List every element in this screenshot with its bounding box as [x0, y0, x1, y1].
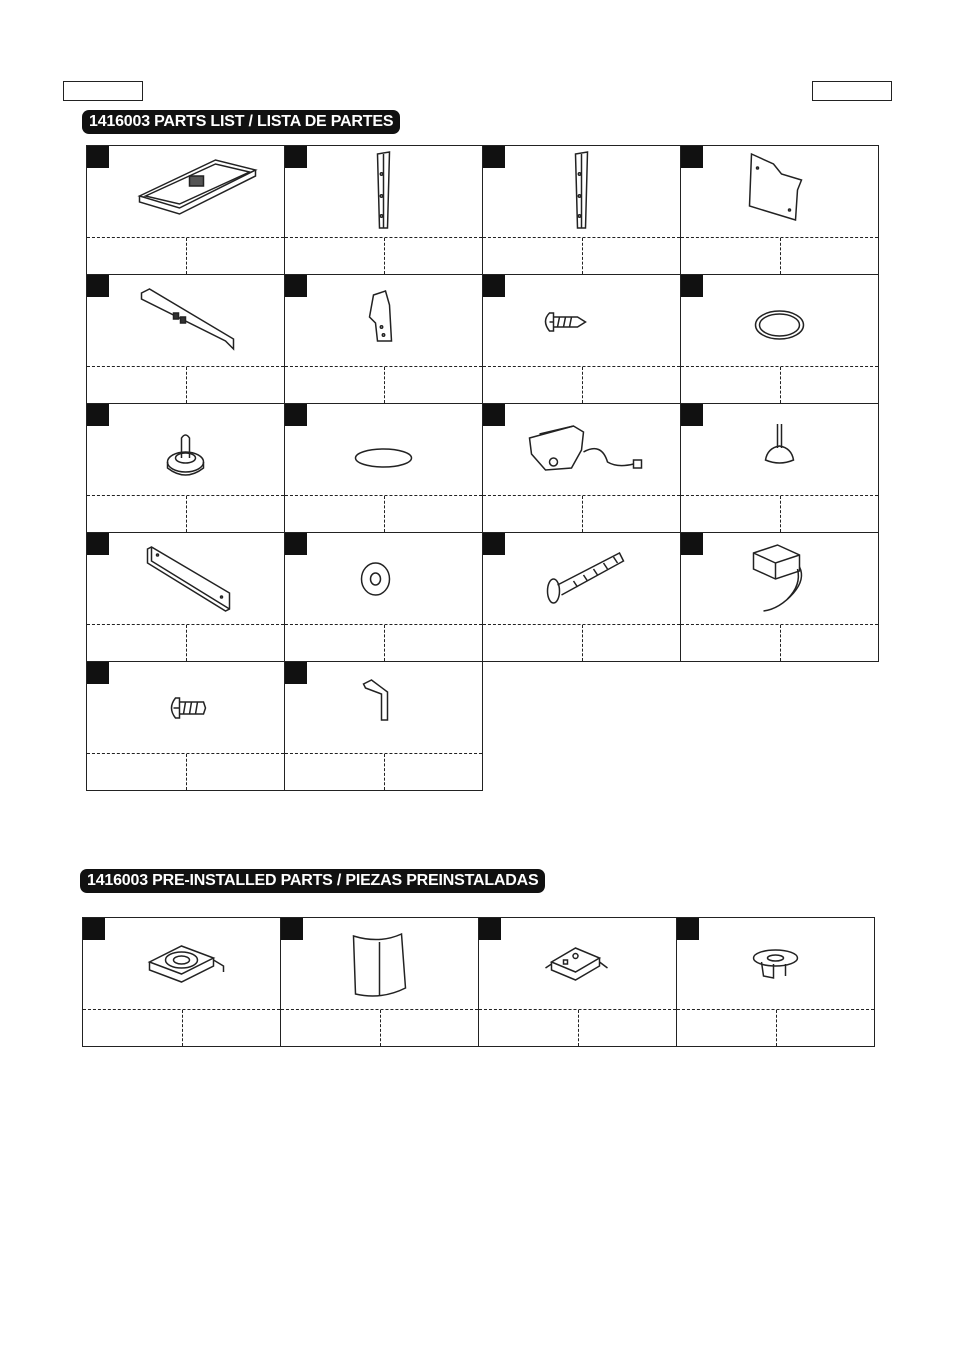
part-info-row [483, 237, 680, 274]
part-cell-screw [482, 274, 681, 404]
leg-icon [483, 146, 680, 238]
info-divider [186, 496, 187, 532]
brace-icon [87, 533, 284, 625]
part-info-row [87, 237, 284, 274]
info-divider [776, 1010, 777, 1046]
info-divider [582, 238, 583, 274]
part-info-row [83, 1009, 280, 1046]
part-cell-brace [86, 532, 285, 662]
part-info-row [285, 495, 482, 532]
leg-icon [285, 146, 482, 238]
part-cell-base-frame [86, 145, 285, 275]
info-divider [780, 238, 781, 274]
part-cell-pusher [86, 403, 285, 533]
info-divider [780, 367, 781, 403]
part-info-row [483, 495, 680, 532]
info-divider [384, 625, 385, 661]
part-info-row [285, 624, 482, 661]
part-info-row [285, 366, 482, 403]
part-info-row [87, 495, 284, 532]
bracket-icon [285, 275, 482, 367]
part-info-row [483, 366, 680, 403]
part-info-row [677, 1009, 874, 1046]
panel-icon [681, 146, 878, 238]
frame-icon [87, 146, 284, 238]
part-info-row [285, 753, 482, 790]
info-divider [186, 754, 187, 790]
part-info-row [681, 366, 878, 403]
header-box-left [63, 81, 143, 101]
part-cell-right-leg [482, 145, 681, 275]
part-cell-allen-wrench [284, 661, 483, 791]
part-cell-short-screw [86, 661, 285, 791]
info-divider [582, 496, 583, 532]
part-cell-switch-box [478, 917, 677, 1047]
parts-list-title: 1416003 PARTS LIST / LISTA DE PARTES [82, 110, 400, 134]
part-info-row [681, 624, 878, 661]
info-divider [578, 1010, 579, 1046]
info-divider [384, 367, 385, 403]
info-divider [780, 625, 781, 661]
leveler-icon [681, 404, 878, 496]
part-cell-washer [284, 532, 483, 662]
puck-return-icon [677, 918, 874, 1010]
part-info-row [681, 237, 878, 274]
preinstalled-title: 1416003 PRE-INSTALLED PARTS / PIEZAS PREINSTALADAS [80, 869, 545, 893]
adapter-icon [681, 533, 878, 625]
allen-wrench-icon [285, 662, 482, 754]
part-cell-blower-motor [82, 917, 281, 1047]
info-divider [186, 367, 187, 403]
part-cell-left-leg [284, 145, 483, 275]
bolt-icon [483, 533, 680, 625]
info-divider [186, 625, 187, 661]
part-info-row [681, 495, 878, 532]
crossbar-icon [87, 275, 284, 367]
scoring-unit-icon [483, 404, 680, 496]
blower-icon [83, 918, 280, 1010]
info-divider [582, 367, 583, 403]
info-divider [182, 1010, 183, 1046]
part-info-row [87, 624, 284, 661]
part-cell-bracket [284, 274, 483, 404]
part-info-row [483, 624, 680, 661]
part-cell-adapter [680, 532, 879, 662]
part-cell-leveler [680, 403, 879, 533]
info-divider [384, 238, 385, 274]
part-cell-crossbar [86, 274, 285, 404]
puck-icon [285, 404, 482, 496]
part-info-row [281, 1009, 478, 1046]
goal-panel-icon [281, 918, 478, 1010]
info-divider [384, 496, 385, 532]
header-box-right [812, 81, 892, 101]
screw-icon [483, 275, 680, 367]
part-cell-goal-panel [280, 917, 479, 1047]
part-cell-puck [284, 403, 483, 533]
info-divider [380, 1010, 381, 1046]
pusher-icon [87, 404, 284, 496]
part-cell-scoring-unit [482, 403, 681, 533]
switch-box-icon [479, 918, 676, 1010]
ring-icon [681, 275, 878, 367]
part-info-row [285, 237, 482, 274]
info-divider [186, 238, 187, 274]
part-info-row [87, 753, 284, 790]
info-divider [582, 625, 583, 661]
info-divider [780, 496, 781, 532]
part-cell-side-panel [680, 145, 879, 275]
info-divider [384, 754, 385, 790]
washer-icon [285, 533, 482, 625]
part-cell-puck-return [676, 917, 875, 1047]
part-info-row [87, 366, 284, 403]
part-info-row [479, 1009, 676, 1046]
part-cell-bolt [482, 532, 681, 662]
short-screw-icon [87, 662, 284, 754]
part-cell-ring [680, 274, 879, 404]
